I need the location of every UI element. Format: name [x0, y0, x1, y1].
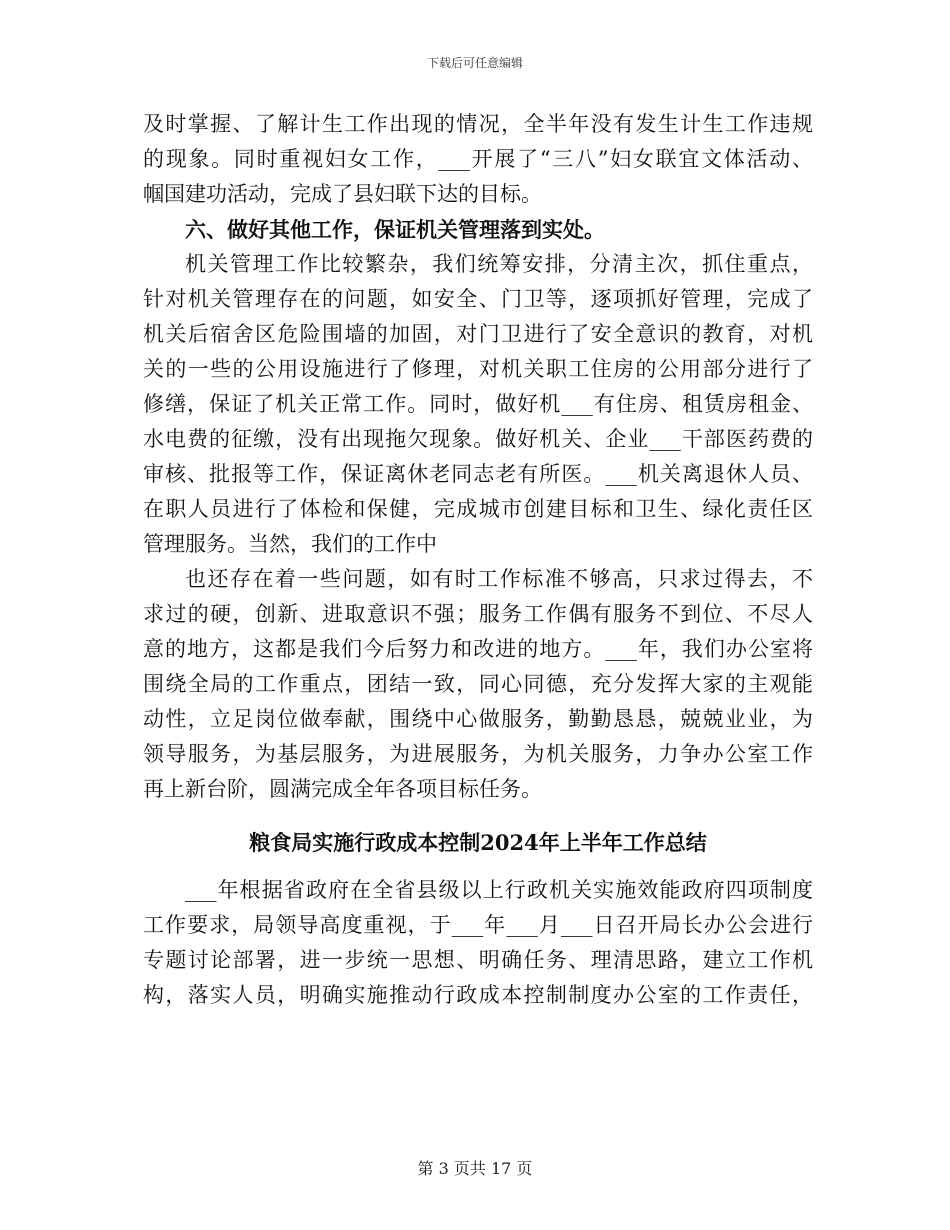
text-line: 关的一些的公用设施进行了修理，对机关职工住房的公用部分进行了 [143, 357, 813, 381]
text-line: 的现象。同时重视妇女工作，___开展了“三八”妇女联宜文体活动、 [143, 147, 813, 171]
text-line: 及时掌握、了解计生工作出现的情况，全半年没有发生计生工作违规 [143, 112, 813, 136]
text-line: 机关管理工作比较繁杂，我们统筹安排，分清主次，抓住重点， [185, 252, 813, 276]
text-line: 帼国建功活动，完成了县妇联下达的目标。 [143, 182, 542, 206]
text-line: 意的地方，这都是我们今后努力和改进的地方。___年，我们办公室将 [143, 637, 813, 661]
text-line: 也还存在着一些问题，如有时工作标准不够高，只求过得去，不 [185, 567, 813, 591]
text-line: 水电费的征缴，没有出现拖欠现象。做好机关、企业___干部医药费的 [143, 427, 813, 451]
section-heading-6: 六、做好其他工作，保证机关管理落到实处。 [185, 217, 605, 242]
text-line: 求过的硬，创新、进取意识不强；服务工作偶有服务不到位、不尽人 [143, 602, 813, 626]
text-line: 领导服务，为基层服务，为进展服务，为机关服务，力争办公室工作 [143, 742, 813, 766]
page-number: 第 3 页共 17 页 [417, 1159, 533, 1178]
text-line: 管理服务。当然，我们的工作中 [143, 532, 437, 556]
text-line: 工作要求，局领导高度重视，于___年___月___日召开局长办公会进行 [143, 913, 813, 937]
text-line: 针对机关管理存在的问题，如安全、门卫等，逐项抓好管理，完成了 [143, 287, 813, 311]
text-line: 再上新台阶，圆满完成全年各项目标任务。 [143, 777, 542, 801]
text-line: 审核、批报等工作，保证离休老同志老有所医。___机关离退休人员、 [143, 462, 813, 486]
paragraph-family-planning [143, 107, 813, 212]
paragraph-problems-outlook [143, 562, 813, 807]
document-title: 粮食局实施行政成本控制2024年上半年工作总结 [249, 830, 707, 855]
text-line: 围绕全局的工作重点，团结一致，同心同德，充分发挥大家的主观能 [143, 672, 813, 696]
text-line: 专题讨论部署，进一步统一思想、明确任务、理清思路，建立工作机 [143, 948, 813, 972]
paragraph-cost-control [143, 873, 813, 1013]
page-header: 下载后可任意编辑 [426, 56, 523, 70]
text-line: 构，落实人员，明确实施推动行政成本控制制度办公室的工作责任， [143, 983, 813, 1007]
text-line: 在职人员进行了体检和保健，完成城市创建目标和卫生、绿化责任区 [143, 497, 813, 521]
document-body [143, 107, 813, 1013]
text-line: 动性，立足岗位做奉献，围绕中心做服务，勤勤恳恳，兢兢业业，为 [143, 707, 813, 731]
text-line: 修缮，保证了机关正常工作。同时，做好机___有住房、租赁房租金、 [143, 392, 813, 416]
text-line: ___年根据省政府在全省县级以上行政机关实施效能政府四项制度 [185, 878, 813, 902]
paragraph-office-management [143, 247, 813, 562]
text-line: 机关后宿舍区危险围墙的加固，对门卫进行了安全意识的教育，对机 [143, 322, 813, 346]
